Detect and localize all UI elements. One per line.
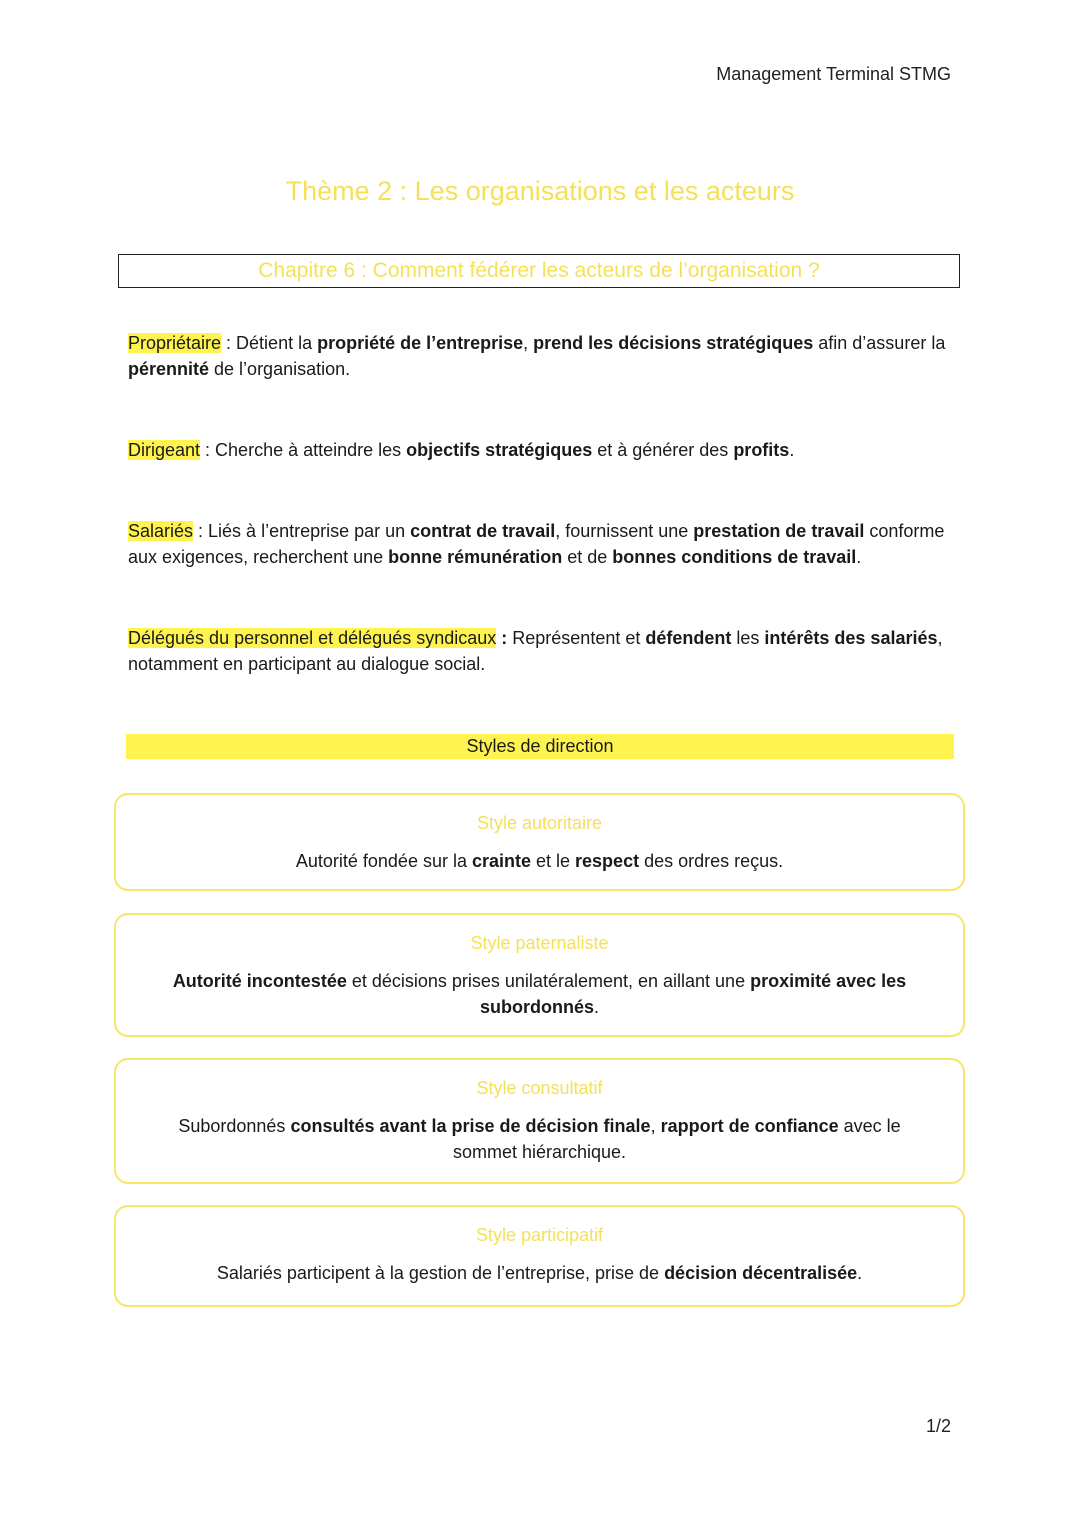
bold-text: décision décentralisée (664, 1263, 858, 1283)
style-description (156, 848, 923, 874)
bold-text: crainte (471, 851, 531, 871)
bold-text: prestation de travail (693, 521, 865, 541)
text-run: conforme aux exigences, recherchent une (128, 521, 945, 567)
text-run: , (523, 333, 534, 353)
definition-term: Délégués du personnel et délégués syndicaux (128, 628, 497, 648)
definition-proprietaire (128, 330, 958, 382)
text-run: : Détient la (221, 333, 318, 353)
bold-text: proximité avec les subordonnés (479, 971, 907, 1017)
style-title: Style autoritaire (476, 813, 603, 833)
text-run: . (857, 1263, 863, 1283)
definition-term: Salariés (128, 521, 194, 541)
style-title: Style consultatif (476, 1078, 603, 1098)
chapter-title-box (118, 254, 960, 288)
text-run: : Cherche à atteindre les (200, 440, 407, 460)
text-run: avec le sommet hiérarchique. (452, 1116, 901, 1162)
bold-text: défendent (645, 628, 732, 648)
text-run: de l’organisation. (209, 359, 351, 379)
theme-title: Thème 2 : Les organisations et les acteurs (285, 176, 795, 206)
bold-text: prend les décisions stratégiques (533, 333, 814, 353)
course-header: Management Terminal STMG (716, 64, 951, 84)
text-run: Subordonnés (178, 1116, 291, 1136)
text-run: les (731, 628, 765, 648)
bold-text: contrat de travail (410, 521, 556, 541)
text-run: . (789, 440, 795, 460)
style-card-participatif (114, 1205, 965, 1307)
text-run: Représentent et (512, 628, 646, 648)
text-run: afin d’assurer la (813, 333, 946, 353)
style-card-consultatif (114, 1058, 965, 1184)
style-card-paternaliste (114, 913, 965, 1037)
bold-text: propriété de l’entreprise (317, 333, 524, 353)
bold-text: consultés avant la prise de décision finale (290, 1116, 651, 1136)
bold-text: respect (575, 851, 640, 871)
definition-term: Propriétaire (128, 333, 222, 353)
text-run: , fournissent une (555, 521, 694, 541)
bold-text: bonne rémunération (388, 547, 563, 567)
style-title: Style participatif (475, 1225, 604, 1245)
chapter-title: Chapitre 6 : Comment fédérer les acteurs de l’organisation ? (258, 259, 820, 282)
style-card-autoritaire (114, 793, 965, 891)
definition-salaries (128, 518, 958, 570)
style-description (156, 1113, 923, 1165)
page-number: 1/2 (925, 1416, 951, 1436)
text-run: Salariés participent à la gestion de l’entreprise, prise de (216, 1263, 665, 1283)
bold-text: rapport de confiance (660, 1116, 839, 1136)
section-title: Styles de direction (466, 736, 614, 756)
bold-text: bonnes conditions de travail (612, 547, 857, 567)
bold-text: pérennité (128, 359, 210, 379)
bold-text: Autorité incontestée (172, 971, 347, 991)
text-run: et de (562, 547, 613, 567)
definition-delegues (128, 625, 958, 677)
definition-term: Dirigeant (128, 440, 201, 460)
style-title: Style paternaliste (470, 933, 609, 953)
bold-text: : (496, 628, 513, 648)
text-run: et à générer des (592, 440, 734, 460)
text-run: et le (531, 851, 576, 871)
text-run: . (594, 997, 600, 1017)
style-description (156, 1260, 923, 1286)
style-description (171, 968, 908, 1020)
text-run: : Liés à l’entreprise par un (193, 521, 411, 541)
text-run: et décisions prises unilatéralement, en aillant une (346, 971, 751, 991)
text-run: des ordres reçus. (639, 851, 784, 871)
text-run: , (650, 1116, 661, 1136)
text-run: , notamment en participant au dialogue social. (128, 628, 943, 674)
text-run: Autorité fondée sur la (295, 851, 472, 871)
bold-text: intérêts des salariés (764, 628, 938, 648)
definition-dirigeant (128, 437, 958, 463)
section-title-bar (126, 734, 954, 759)
text-run: . (856, 547, 862, 567)
bold-text: objectifs stratégiques (406, 440, 593, 460)
bold-text: profits (733, 440, 790, 460)
